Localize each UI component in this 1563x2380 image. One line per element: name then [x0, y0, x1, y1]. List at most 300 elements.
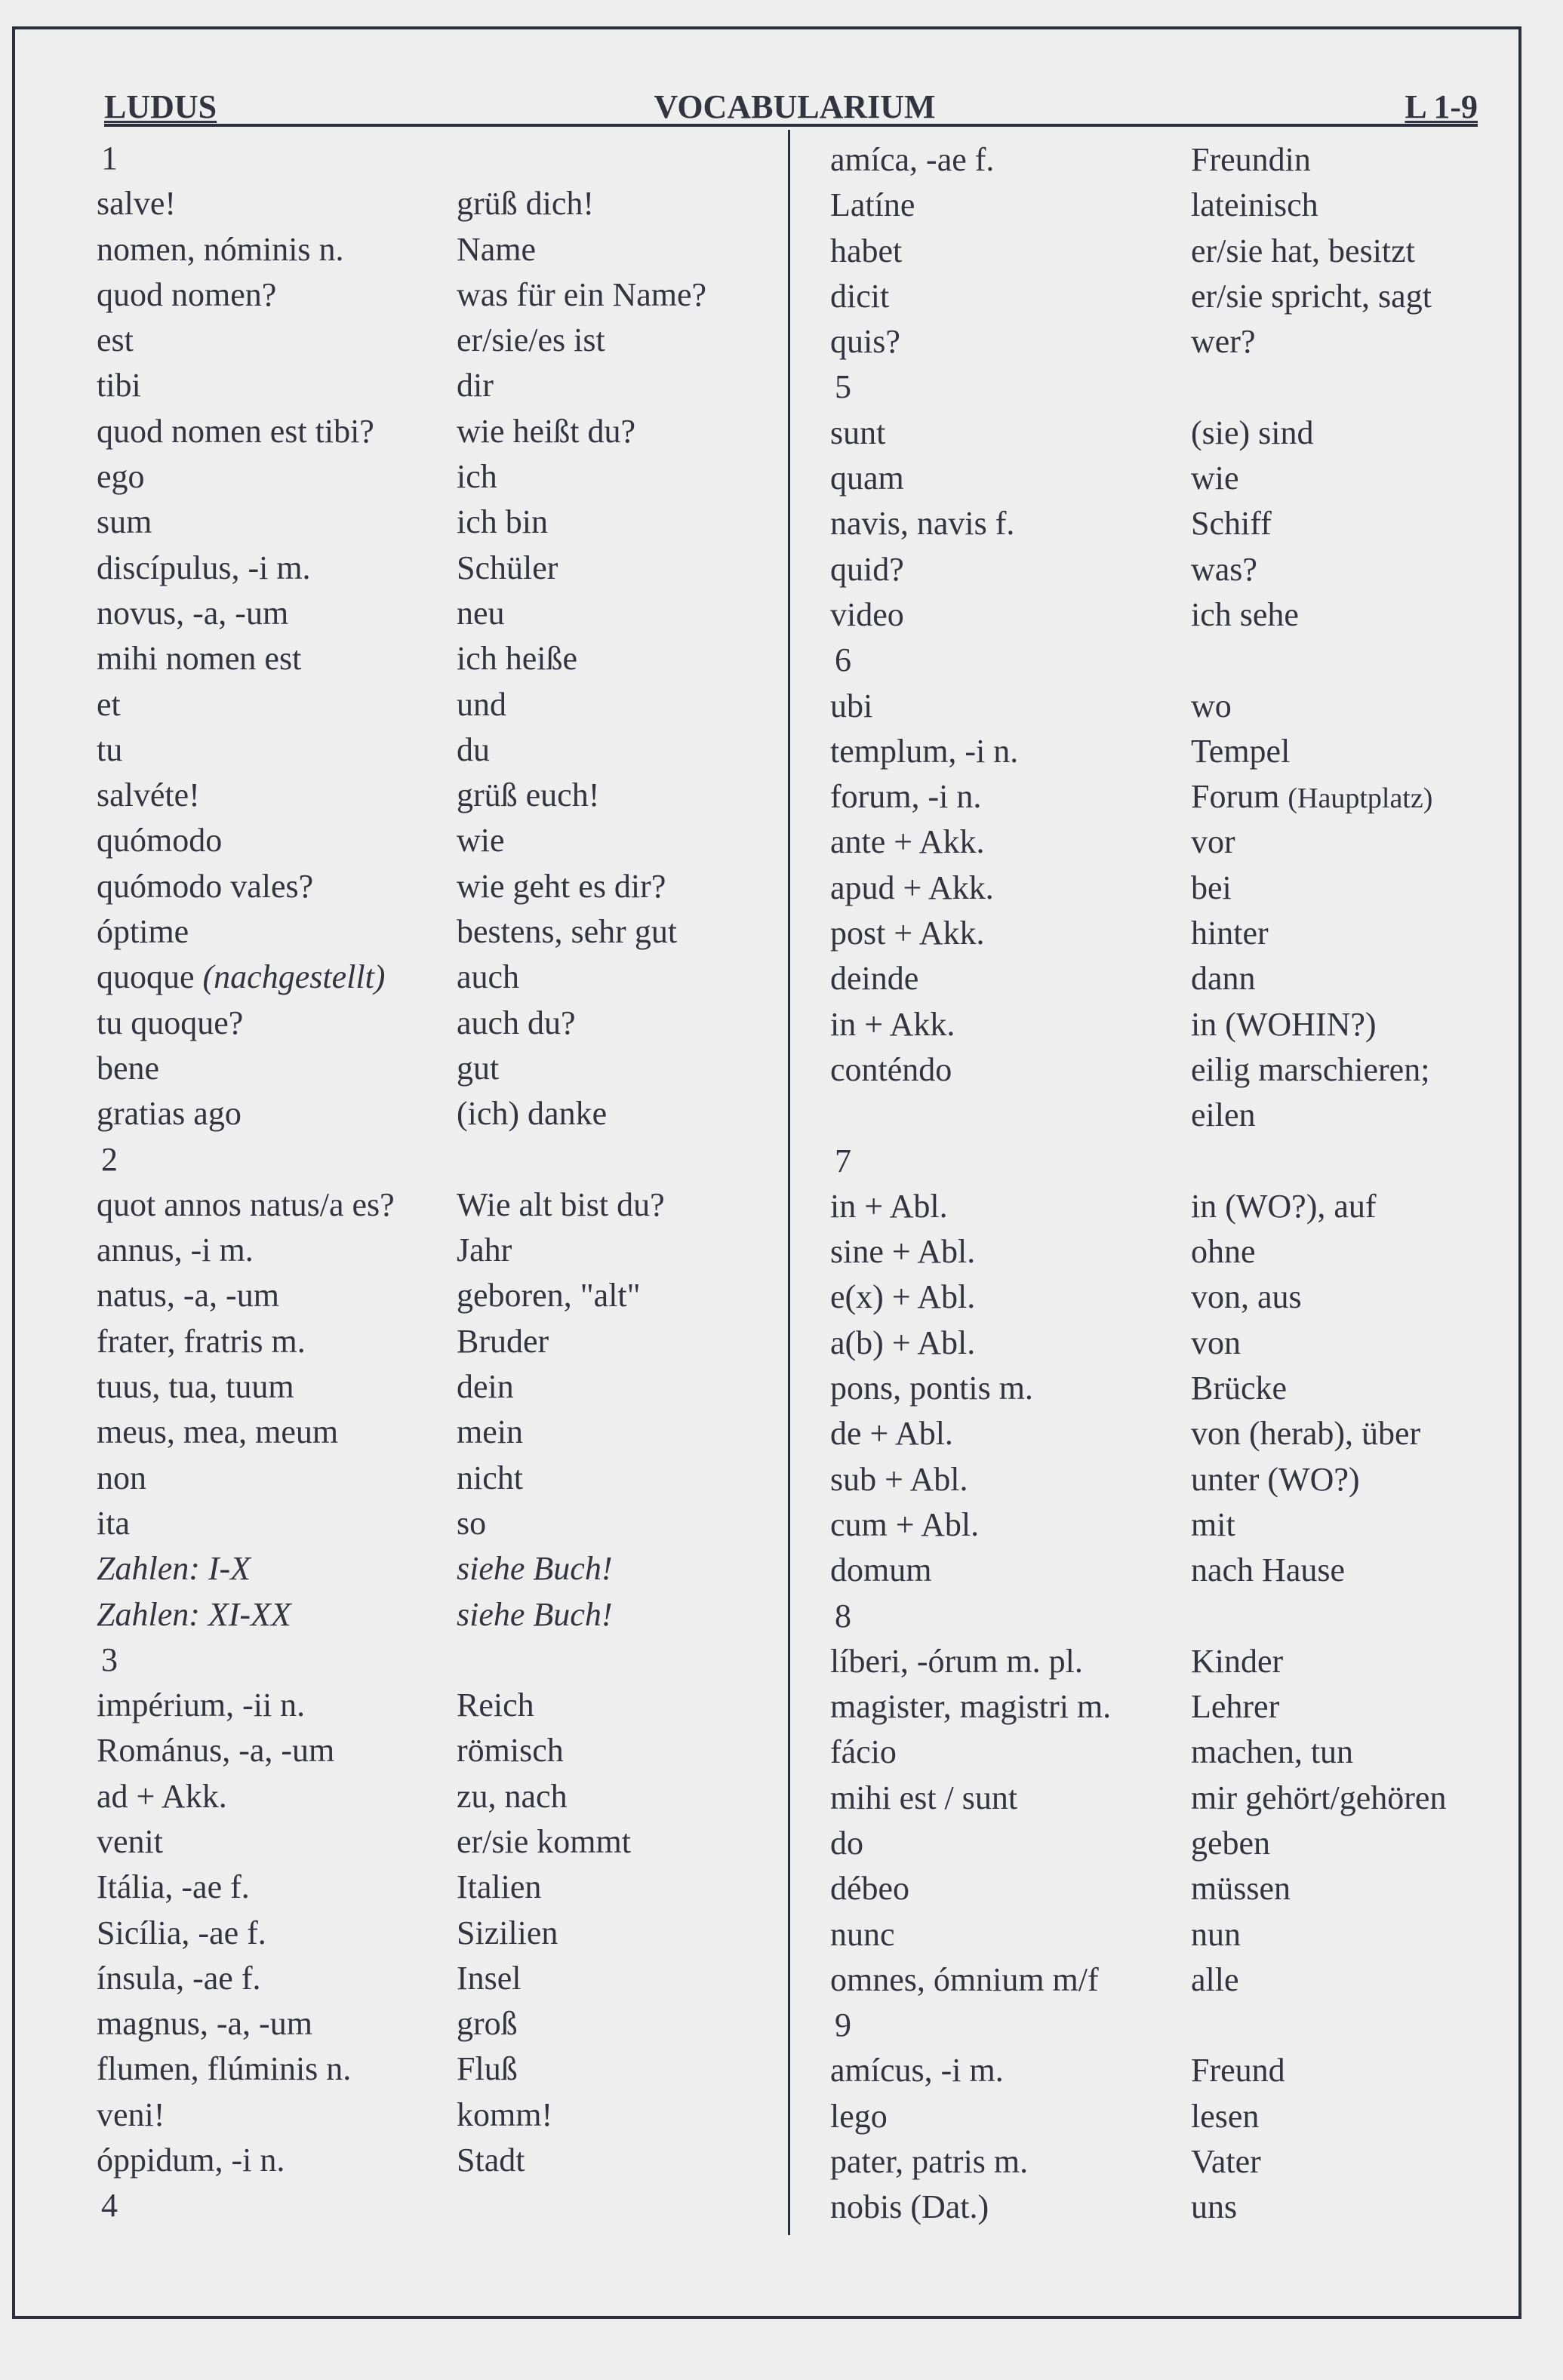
latin-term: [830, 592, 904, 638]
latin-term: [97, 2001, 312, 2046]
latin-term: [830, 229, 902, 274]
german-translation: [1191, 1502, 1235, 1548]
latin-term: [97, 773, 200, 818]
german-text: wie: [457, 822, 505, 859]
german-translation: [457, 2092, 552, 2138]
latin-term: [97, 1364, 294, 1410]
latin-text: quoque: [97, 958, 195, 996]
german-translation: [457, 2046, 518, 2092]
german-text: lesen: [1191, 2097, 1260, 2135]
german-text: er/sie hat, besitzt: [1191, 232, 1415, 269]
german-text: wie heißt du?: [457, 412, 636, 450]
latin-text: 6: [835, 641, 851, 679]
latin-text: quot annos natus/a es?: [97, 1185, 395, 1223]
latin-text: discípulus, -i m.: [97, 549, 311, 586]
german-translation: [1191, 1229, 1256, 1275]
german-translation: [1191, 1047, 1429, 1093]
german-translation: [1191, 684, 1232, 729]
header-title: VOCABULARIUM: [654, 88, 936, 125]
latin-term: [830, 956, 918, 1001]
latin-term: [97, 591, 288, 636]
latin-term: [830, 1275, 975, 1320]
german-translation: [1191, 911, 1269, 956]
latin-term: [97, 864, 313, 909]
latin-text: et: [97, 685, 121, 723]
german-text: nicht: [457, 1459, 523, 1496]
german-translation: [457, 1911, 558, 1956]
latin-term: [830, 1366, 1033, 1411]
german-text: auch: [457, 958, 520, 996]
german-translation: [1191, 319, 1256, 364]
latin-text: quid?: [830, 550, 904, 588]
latin-term: [830, 911, 985, 956]
german-text: er/sie/es ist: [457, 321, 605, 359]
latin-text: 1: [101, 140, 118, 177]
german-text: ich bin: [457, 503, 548, 541]
german-text: dir: [457, 367, 494, 404]
german-text: von, aus: [1191, 1278, 1302, 1316]
latin-term: [830, 319, 900, 364]
german-translation: [457, 1683, 534, 1728]
latin-term: [97, 1592, 291, 1637]
latin-text: ínsula, -ae f.: [97, 1959, 261, 1997]
page-header: [104, 81, 1478, 127]
latin-term: [830, 2185, 989, 2230]
german-translation: [1191, 729, 1290, 774]
latin-text: ubi: [830, 687, 873, 724]
latin-text: post + Akk.: [830, 915, 985, 952]
latin-text: meus, mea, meum: [97, 1413, 339, 1451]
latin-text: quómodo vales?: [97, 867, 314, 905]
latin-text: gratias ago: [97, 1095, 242, 1133]
german-text: komm!: [457, 2096, 553, 2133]
german-text: Italien: [457, 1868, 542, 1906]
german-translation: [457, 1182, 665, 1228]
german-text: machen, tun: [1191, 1733, 1354, 1771]
german-translation: [1191, 2094, 1259, 2139]
german-text: (sie) sind: [1191, 414, 1314, 451]
latin-text: domum: [830, 1551, 932, 1589]
german-translation: [457, 1865, 541, 1910]
latin-term: [97, 1228, 254, 1273]
latin-text: flumen, flúminis n.: [97, 2050, 352, 2088]
german-text: wie: [1191, 460, 1239, 497]
german-text: Freundin: [1191, 141, 1311, 178]
lesson-number: [101, 1637, 118, 1683]
german-translation: [457, 181, 594, 226]
german-translation: [1191, 866, 1232, 911]
latin-term: [97, 1273, 279, 1318]
german-text: unter (WO?): [1191, 1460, 1360, 1498]
german-text: Tempel: [1191, 732, 1291, 770]
latin-term: [97, 546, 311, 591]
latin-text: óppidum, -i n.: [97, 2142, 285, 2179]
latin-text: quod nomen est tibi?: [97, 412, 374, 450]
latin-term: [830, 1912, 895, 1957]
latin-usage-note: (nachgestellt): [202, 958, 386, 996]
latin-text: ad + Akk.: [97, 1777, 227, 1815]
german-translation: [457, 1410, 523, 1455]
latin-text: quod nomen?: [97, 275, 277, 313]
latin-term: [97, 454, 145, 500]
latin-text: cum + Abl.: [830, 1505, 980, 1543]
latin-term: [830, 1184, 948, 1229]
latin-term: [97, 682, 121, 727]
german-translation: [457, 1774, 568, 1819]
german-translation: [1191, 1093, 1256, 1138]
german-text: ich sehe: [1191, 595, 1299, 633]
german-translation: [457, 546, 558, 591]
german-text: siehe Buch!: [457, 1550, 613, 1588]
latin-term: [830, 684, 872, 729]
german-translation: [1191, 1776, 1446, 1821]
german-translation: [457, 591, 505, 636]
german-translation: [457, 1501, 486, 1546]
german-text: Bruder: [457, 1322, 549, 1360]
german-translation: [1191, 456, 1239, 501]
latin-text: in + Akk.: [830, 1005, 955, 1043]
german-text: und: [457, 685, 506, 723]
latin-text: nunc: [830, 1915, 895, 1953]
german-text: dein: [457, 1368, 514, 1406]
german-translation: [1191, 1912, 1241, 1957]
german-text: hinter: [1191, 915, 1269, 952]
german-translation: [457, 1592, 612, 1637]
latin-term: [830, 729, 1018, 774]
german-text: vor: [1191, 823, 1235, 861]
latin-text: veni!: [97, 2096, 165, 2133]
german-text: Lehrer: [1191, 1688, 1280, 1726]
german-translation: [1191, 2048, 1285, 2093]
latin-term: [830, 1821, 863, 1866]
latin-term: [97, 2138, 285, 2183]
german-translation: [1191, 1457, 1360, 1502]
latin-term: [97, 1456, 146, 1501]
latin-text: magnus, -a, -um: [97, 2005, 312, 2043]
german-translation: [1191, 1184, 1377, 1229]
german-translation: [1191, 2185, 1237, 2230]
latin-text: forum, -i n.: [830, 778, 982, 816]
lesson-number: [835, 1139, 851, 1184]
german-translation: [1191, 501, 1272, 546]
latin-text: 3: [101, 1640, 118, 1678]
german-translation: [1191, 183, 1318, 228]
latin-term: [830, 1047, 952, 1093]
latin-term: [830, 183, 915, 228]
latin-term: [830, 1548, 931, 1593]
german-translation: [457, 818, 505, 863]
latin-text: salvéte!: [97, 776, 200, 814]
lesson-number: [835, 1594, 851, 1639]
german-translation: [457, 227, 536, 272]
german-text: Freund: [1191, 2052, 1285, 2089]
german-translation: [457, 1956, 522, 2001]
latin-text: quómodo: [97, 822, 223, 859]
latin-text: sine + Abl.: [830, 1233, 976, 1271]
german-text: ohne: [1191, 1233, 1256, 1271]
german-translation: [457, 1001, 576, 1046]
latin-text: bene: [97, 1049, 160, 1087]
latin-text: quis?: [830, 323, 900, 361]
german-translation: [457, 1319, 549, 1364]
latin-text: deinde: [830, 960, 919, 998]
latin-term: [97, 1911, 266, 1956]
german-translation: [1191, 1275, 1302, 1320]
german-translation: [457, 1273, 641, 1318]
german-text: bestens, sehr gut: [457, 913, 678, 951]
german-translation: [457, 1819, 631, 1865]
german-translation: [1191, 274, 1432, 319]
latin-term: [830, 137, 994, 183]
german-translation: [1191, 819, 1235, 865]
german-text: wo: [1191, 687, 1232, 724]
latin-text: de + Abl.: [830, 1415, 953, 1453]
latin-term: [830, 274, 889, 319]
latin-text: salve!: [97, 185, 177, 223]
german-translation: [457, 1046, 499, 1091]
latin-text: ego: [97, 458, 145, 496]
german-text: Fluß: [457, 2050, 518, 2088]
latin-term: [830, 1321, 975, 1366]
latin-text: débeo: [830, 1870, 910, 1908]
latin-text: e(x) + Abl.: [830, 1278, 976, 1316]
column-divider: [788, 130, 790, 2235]
german-text: mein: [457, 1413, 523, 1451]
latin-text: novus, -a, -um: [97, 594, 289, 632]
latin-text: frater, fratris m.: [97, 1322, 306, 1360]
latin-text: 4: [101, 2187, 118, 2225]
german-text: grüß euch!: [457, 776, 600, 814]
latin-term: [97, 955, 385, 1000]
latin-text: sub + Abl.: [830, 1460, 968, 1498]
german-translation: [457, 636, 577, 681]
latin-text: amíca, -ae f.: [830, 141, 995, 178]
german-text: bei: [1191, 869, 1232, 906]
latin-term: [830, 1684, 1111, 1730]
latin-term: [97, 181, 176, 226]
german-text: mit: [1191, 1505, 1235, 1543]
german-text: so: [457, 1504, 487, 1542]
latin-term: [830, 1002, 955, 1047]
german-text: alle: [1191, 1960, 1239, 1998]
german-text: was für ein Name?: [457, 275, 707, 313]
latin-term: [830, 774, 981, 819]
latin-term: [97, 1501, 130, 1546]
german-translation: [1191, 1639, 1283, 1684]
german-text: Insel: [457, 1959, 522, 1997]
latin-text: tibi: [97, 367, 141, 404]
latin-term: [97, 909, 189, 955]
latin-text: sunt: [830, 414, 886, 451]
latin-term: [97, 272, 276, 318]
german-text: von: [1191, 1324, 1241, 1361]
latin-text: conténdo: [830, 1050, 952, 1088]
latin-term: [830, 1411, 953, 1456]
latin-term: [97, 1046, 159, 1091]
german-text: dann: [1191, 960, 1256, 998]
latin-text: sum: [97, 503, 152, 541]
lesson-number: [835, 638, 851, 683]
german-translation: [1191, 592, 1299, 638]
latin-term: [97, 1091, 242, 1136]
german-text: müssen: [1191, 1870, 1291, 1908]
latin-text: Itália, -ae f.: [97, 1868, 250, 1906]
latin-text: do: [830, 1824, 863, 1862]
german-translation: [1191, 1866, 1291, 1911]
latin-term: [97, 2092, 165, 2138]
german-text: nun: [1191, 1915, 1241, 1953]
german-translation: [457, 363, 494, 408]
latin-term: [830, 1957, 1099, 2003]
german-text: ich: [457, 458, 497, 496]
german-translation: [1191, 1411, 1420, 1456]
latin-text: Latíne: [830, 186, 915, 224]
latin-text: Sicília, -ae f.: [97, 1914, 266, 1951]
german-note: (Hauptplatz): [1288, 783, 1433, 815]
german-translation: [457, 318, 605, 363]
german-text: Wie alt bist du?: [457, 1185, 665, 1223]
lesson-number: [835, 364, 851, 410]
latin-text: tu quoque?: [97, 1004, 244, 1041]
latin-term: [97, 1546, 251, 1591]
german-text: römisch: [457, 1732, 564, 1770]
german-text: wer?: [1191, 323, 1256, 361]
latin-term: [97, 1319, 306, 1364]
german-translation: [1191, 1002, 1377, 1047]
german-text: eilig marschieren;: [1191, 1050, 1430, 1088]
german-text: Sizilien: [457, 1914, 558, 1951]
latin-text: navis, navis f.: [830, 505, 1015, 543]
german-translation: [1191, 1321, 1241, 1366]
german-text: ich heiße: [457, 640, 578, 678]
german-text: (ich) danke: [457, 1095, 608, 1133]
lesson-number: [101, 136, 118, 181]
german-text: nach Hause: [1191, 1551, 1346, 1589]
latin-term: [97, 2046, 351, 2092]
latin-text: nomen, nóminis n.: [97, 230, 344, 268]
german-text: Vater: [1191, 2143, 1261, 2181]
latin-text: omnes, ómnium m/f: [830, 1960, 1099, 1998]
latin-term: [97, 1865, 250, 1910]
lesson-number: [835, 2003, 851, 2048]
latin-text: 5: [835, 368, 851, 406]
latin-term: [830, 2094, 888, 2139]
latin-term: [97, 1956, 260, 2001]
german-text: Schüler: [457, 549, 558, 586]
latin-term: [830, 411, 885, 456]
german-translation: [457, 1456, 523, 1501]
german-text: grüß dich!: [457, 185, 595, 223]
german-text: neu: [457, 594, 505, 632]
german-text: er/sie kommt: [457, 1822, 631, 1860]
german-translation: [1191, 1684, 1279, 1730]
german-text: groß: [457, 2005, 518, 2043]
german-translation: [1191, 411, 1314, 456]
german-translation: [1191, 1366, 1287, 1411]
latin-text: impérium, -ii n.: [97, 1687, 306, 1724]
latin-term: [97, 818, 222, 863]
latin-term: [830, 1776, 1017, 1821]
latin-term: [97, 1410, 338, 1455]
latin-term: [97, 1001, 243, 1046]
latin-text: ante + Akk.: [830, 823, 985, 861]
latin-text: óptime: [97, 913, 189, 951]
latin-text: ita: [97, 1504, 130, 1542]
german-translation: [457, 1228, 512, 1273]
latin-text: lego: [830, 2097, 888, 2135]
german-text: mir gehört/gehören: [1191, 1779, 1447, 1816]
german-text: was?: [1191, 550, 1257, 588]
german-translation: [457, 773, 599, 818]
german-translation: [1191, 774, 1432, 821]
latin-term: [830, 1457, 968, 1502]
german-translation: [1191, 956, 1256, 1001]
german-translation: [457, 409, 635, 454]
latin-text: non: [97, 1459, 146, 1496]
german-text: Forum: [1191, 778, 1280, 816]
german-text: Schiff: [1191, 505, 1272, 543]
latin-term: [830, 2048, 1004, 2093]
latin-text: amícus, -i m.: [830, 2052, 1004, 2089]
german-translation: [457, 864, 666, 909]
german-translation: [457, 500, 548, 545]
latin-text: magister, magistri m.: [830, 1688, 1112, 1726]
latin-term: [830, 1502, 979, 1548]
german-translation: [1191, 229, 1415, 274]
latin-term: [830, 1639, 1083, 1684]
german-text: Stadt: [457, 2142, 525, 2179]
german-translation: [457, 909, 677, 955]
latin-term: [97, 500, 152, 545]
latin-text: in + Abl.: [830, 1187, 948, 1225]
german-translation: [1191, 1548, 1345, 1593]
header-book-title: LUDUS: [104, 88, 217, 125]
german-text: in (WOHIN?): [1191, 1005, 1377, 1043]
german-text: Brücke: [1191, 1370, 1288, 1407]
latin-term: [97, 727, 122, 773]
latin-text: mihi nomen est: [97, 640, 302, 678]
german-translation: [457, 272, 706, 318]
german-text: uns: [1191, 2188, 1238, 2226]
latin-text: dicit: [830, 277, 890, 315]
german-translation: [1191, 1821, 1270, 1866]
german-text: lateinisch: [1191, 186, 1318, 224]
latin-text: 9: [835, 2006, 851, 2044]
latin-term: [830, 2139, 1028, 2185]
german-translation: [457, 454, 497, 500]
latin-text: tu: [97, 730, 123, 768]
german-translation: [457, 2138, 525, 2183]
latin-text: mihi est / sunt: [830, 1779, 1018, 1816]
latin-term: [97, 363, 141, 408]
german-text: auch du?: [457, 1004, 576, 1041]
latin-term: [830, 547, 904, 592]
german-translation: [1191, 137, 1311, 183]
latin-text: video: [830, 595, 904, 633]
latin-term: [97, 636, 301, 681]
german-text: Name: [457, 230, 537, 268]
latin-term: [830, 1730, 897, 1775]
latin-text: fácio: [830, 1733, 897, 1771]
latin-text: quam: [830, 460, 904, 497]
german-translation: [457, 727, 490, 773]
latin-term: [830, 1866, 909, 1911]
latin-term: [830, 501, 1014, 546]
latin-text: pater, patris m.: [830, 2143, 1029, 2181]
german-text: in (WO?), auf: [1191, 1187, 1377, 1225]
latin-term: [830, 819, 984, 865]
german-text: wie geht es dir?: [457, 867, 666, 905]
